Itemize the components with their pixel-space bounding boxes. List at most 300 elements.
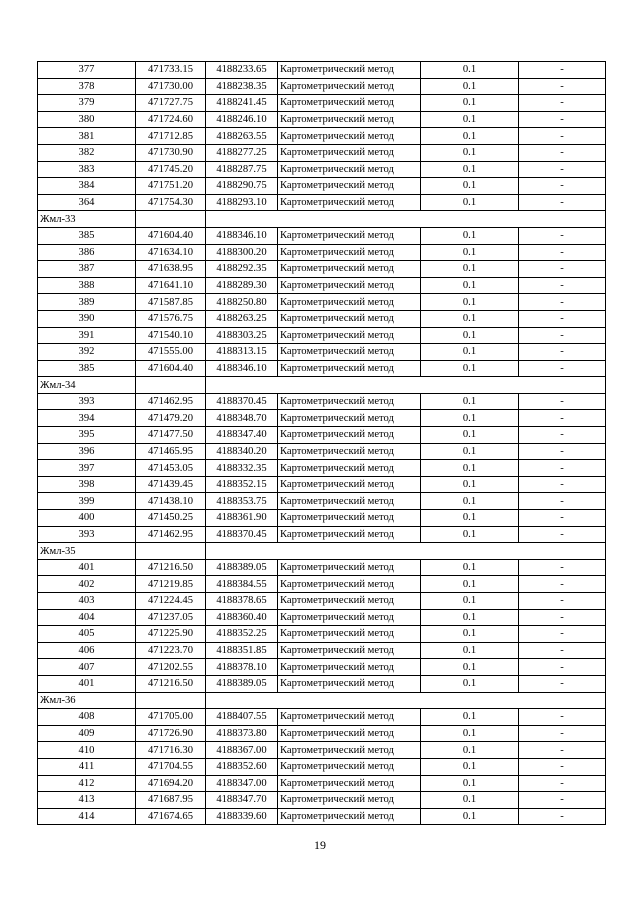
accuracy-cell: 0.1 (421, 144, 519, 161)
table-row (38, 161, 606, 178)
method-cell: Картометрический метод (278, 476, 421, 493)
point-number-cell: 389 (38, 294, 136, 311)
y-coordinate-cell: 4188370.45 (206, 526, 278, 543)
method-cell: Картометрический метод (278, 227, 421, 244)
table-row (38, 808, 606, 825)
table-row (38, 609, 606, 626)
point-number-cell: 379 (38, 95, 136, 112)
contour-label-row (38, 692, 606, 709)
note-cell: - (519, 227, 606, 244)
accuracy-cell: 0.1 (421, 410, 519, 427)
x-coordinate-cell: 471674.65 (136, 808, 206, 825)
accuracy-cell: 0.1 (421, 443, 519, 460)
x-coordinate-cell: 471638.95 (136, 261, 206, 278)
x-coordinate-cell: 471237.05 (136, 609, 206, 626)
y-coordinate-cell: 4188352.25 (206, 626, 278, 643)
y-coordinate-cell: 4188370.45 (206, 393, 278, 410)
table-row (38, 593, 606, 610)
contour-label-cell: Жмл-34 (38, 377, 136, 394)
method-cell: Картометрический метод (278, 78, 421, 95)
point-number-cell: 412 (38, 775, 136, 792)
x-coordinate-cell: 471641.10 (136, 277, 206, 294)
table-row (38, 675, 606, 692)
note-cell: - (519, 144, 606, 161)
table-row (38, 144, 606, 161)
table-row (38, 261, 606, 278)
point-number-cell: 405 (38, 626, 136, 643)
method-cell: Картометрический метод (278, 194, 421, 211)
point-number-cell: 406 (38, 642, 136, 659)
table-row (38, 758, 606, 775)
y-coordinate-cell: 4188361.90 (206, 510, 278, 527)
table-row (38, 460, 606, 477)
x-coordinate-cell: 471438.10 (136, 493, 206, 510)
x-coordinate-cell: 471751.20 (136, 178, 206, 195)
accuracy-cell: 0.1 (421, 709, 519, 726)
table-row (38, 78, 606, 95)
method-cell: Картометрический метод (278, 294, 421, 311)
table-row (38, 244, 606, 261)
note-cell: - (519, 642, 606, 659)
point-number-cell: 384 (38, 178, 136, 195)
x-coordinate-cell: 471730.00 (136, 78, 206, 95)
y-coordinate-cell: 4188352.15 (206, 476, 278, 493)
table-row (38, 510, 606, 527)
y-coordinate-cell: 4188238.35 (206, 78, 278, 95)
x-coordinate-cell: 471754.30 (136, 194, 206, 211)
accuracy-cell: 0.1 (421, 642, 519, 659)
x-coordinate-cell: 471479.20 (136, 410, 206, 427)
x-coordinate-cell: 471712.85 (136, 128, 206, 145)
x-coordinate-cell: 471733.15 (136, 62, 206, 79)
accuracy-cell: 0.1 (421, 178, 519, 195)
note-cell: - (519, 194, 606, 211)
point-number-cell: 414 (38, 808, 136, 825)
point-number-cell: 393 (38, 526, 136, 543)
method-cell: Картометрический метод (278, 609, 421, 626)
table-row (38, 410, 606, 427)
method-cell: Картометрический метод (278, 559, 421, 576)
point-number-cell: 364 (38, 194, 136, 211)
y-coordinate-cell: 4188378.10 (206, 659, 278, 676)
note-cell: - (519, 808, 606, 825)
accuracy-cell: 0.1 (421, 161, 519, 178)
y-coordinate-cell: 4188351.85 (206, 642, 278, 659)
method-cell: Картометрический метод (278, 510, 421, 527)
contour-label-cell: Жмл-35 (38, 543, 136, 560)
empty-cell (206, 692, 606, 709)
accuracy-cell: 0.1 (421, 775, 519, 792)
accuracy-cell: 0.1 (421, 609, 519, 626)
x-coordinate-cell: 471453.05 (136, 460, 206, 477)
x-coordinate-cell: 471477.50 (136, 427, 206, 444)
point-number-cell: 391 (38, 327, 136, 344)
point-number-cell: 390 (38, 310, 136, 327)
table-row (38, 775, 606, 792)
point-number-cell: 394 (38, 410, 136, 427)
note-cell: - (519, 393, 606, 410)
empty-cell (136, 211, 206, 228)
x-coordinate-cell: 471604.40 (136, 360, 206, 377)
table-row (38, 642, 606, 659)
accuracy-cell: 0.1 (421, 310, 519, 327)
accuracy-cell: 0.1 (421, 460, 519, 477)
x-coordinate-cell: 471219.85 (136, 576, 206, 593)
note-cell: - (519, 609, 606, 626)
note-cell: - (519, 476, 606, 493)
note-cell: - (519, 427, 606, 444)
method-cell: Картометрический метод (278, 277, 421, 294)
y-coordinate-cell: 4188347.40 (206, 427, 278, 444)
accuracy-cell: 0.1 (421, 526, 519, 543)
point-number-cell: 387 (38, 261, 136, 278)
table-row (38, 725, 606, 742)
point-number-cell: 411 (38, 758, 136, 775)
y-coordinate-cell: 4188287.75 (206, 161, 278, 178)
table-row (38, 427, 606, 444)
note-cell: - (519, 559, 606, 576)
point-number-cell: 380 (38, 111, 136, 128)
method-cell: Картометрический метод (278, 360, 421, 377)
x-coordinate-cell: 471724.60 (136, 111, 206, 128)
accuracy-cell: 0.1 (421, 476, 519, 493)
method-cell: Картометрический метод (278, 460, 421, 477)
point-number-cell: 408 (38, 709, 136, 726)
note-cell: - (519, 78, 606, 95)
y-coordinate-cell: 4188389.05 (206, 559, 278, 576)
method-cell: Картометрический метод (278, 144, 421, 161)
accuracy-cell: 0.1 (421, 194, 519, 211)
note-cell: - (519, 460, 606, 477)
note-cell: - (519, 576, 606, 593)
x-coordinate-cell: 471745.20 (136, 161, 206, 178)
method-cell: Картометрический метод (278, 675, 421, 692)
point-number-cell: 388 (38, 277, 136, 294)
x-coordinate-cell: 471439.45 (136, 476, 206, 493)
accuracy-cell: 0.1 (421, 393, 519, 410)
method-cell: Картометрический метод (278, 758, 421, 775)
y-coordinate-cell: 4188407.55 (206, 709, 278, 726)
table-row (38, 111, 606, 128)
y-coordinate-cell: 4188241.45 (206, 95, 278, 112)
table-row (38, 576, 606, 593)
method-cell: Картометрический метод (278, 526, 421, 543)
empty-cell (136, 377, 206, 394)
note-cell: - (519, 261, 606, 278)
table-row (38, 493, 606, 510)
y-coordinate-cell: 4188348.70 (206, 410, 278, 427)
table-row (38, 194, 606, 211)
method-cell: Картометрический метод (278, 593, 421, 610)
y-coordinate-cell: 4188233.65 (206, 62, 278, 79)
accuracy-cell: 0.1 (421, 78, 519, 95)
point-number-cell: 398 (38, 476, 136, 493)
point-number-cell: 377 (38, 62, 136, 79)
point-number-cell: 395 (38, 427, 136, 444)
point-number-cell: 378 (38, 78, 136, 95)
table-row (38, 277, 606, 294)
contour-label-row (38, 377, 606, 394)
x-coordinate-cell: 471704.55 (136, 758, 206, 775)
accuracy-cell: 0.1 (421, 576, 519, 593)
note-cell: - (519, 792, 606, 809)
accuracy-cell: 0.1 (421, 510, 519, 527)
method-cell: Картометрический метод (278, 244, 421, 261)
table-row (38, 360, 606, 377)
note-cell: - (519, 626, 606, 643)
note-cell: - (519, 725, 606, 742)
x-coordinate-cell: 471462.95 (136, 393, 206, 410)
empty-cell (136, 543, 206, 560)
y-coordinate-cell: 4188378.65 (206, 593, 278, 610)
method-cell: Картометрический метод (278, 576, 421, 593)
method-cell: Картометрический метод (278, 493, 421, 510)
y-coordinate-cell: 4188346.10 (206, 227, 278, 244)
y-coordinate-cell: 4188367.00 (206, 742, 278, 759)
table-row (38, 792, 606, 809)
point-number-cell: 382 (38, 144, 136, 161)
y-coordinate-cell: 4188300.20 (206, 244, 278, 261)
x-coordinate-cell: 471450.25 (136, 510, 206, 527)
note-cell: - (519, 128, 606, 145)
y-coordinate-cell: 4188352.60 (206, 758, 278, 775)
accuracy-cell: 0.1 (421, 360, 519, 377)
note-cell: - (519, 62, 606, 79)
x-coordinate-cell: 471223.70 (136, 642, 206, 659)
point-number-cell: 402 (38, 576, 136, 593)
x-coordinate-cell: 471634.10 (136, 244, 206, 261)
contour-label-cell: Жмл-36 (38, 692, 136, 709)
method-cell: Картометрический метод (278, 393, 421, 410)
y-coordinate-cell: 4188360.40 (206, 609, 278, 626)
y-coordinate-cell: 4188353.75 (206, 493, 278, 510)
method-cell: Картометрический метод (278, 410, 421, 427)
y-coordinate-cell: 4188277.25 (206, 144, 278, 161)
y-coordinate-cell: 4188384.55 (206, 576, 278, 593)
note-cell: - (519, 410, 606, 427)
method-cell: Картометрический метод (278, 725, 421, 742)
table-row (38, 526, 606, 543)
note-cell: - (519, 742, 606, 759)
y-coordinate-cell: 4188289.30 (206, 277, 278, 294)
x-coordinate-cell: 471224.45 (136, 593, 206, 610)
table-row (38, 626, 606, 643)
empty-cell (206, 211, 606, 228)
note-cell: - (519, 244, 606, 261)
accuracy-cell: 0.1 (421, 742, 519, 759)
y-coordinate-cell: 4188373.80 (206, 725, 278, 742)
x-coordinate-cell: 471462.95 (136, 526, 206, 543)
note-cell: - (519, 709, 606, 726)
method-cell: Картометрический метод (278, 626, 421, 643)
table-row (38, 227, 606, 244)
point-number-cell: 393 (38, 393, 136, 410)
accuracy-cell: 0.1 (421, 327, 519, 344)
accuracy-cell: 0.1 (421, 344, 519, 361)
table-row (38, 344, 606, 361)
x-coordinate-cell: 471705.00 (136, 709, 206, 726)
x-coordinate-cell: 471730.90 (136, 144, 206, 161)
method-cell: Картометрический метод (278, 709, 421, 726)
note-cell: - (519, 526, 606, 543)
method-cell: Картометрический метод (278, 95, 421, 112)
table-row (38, 742, 606, 759)
method-cell: Картометрический метод (278, 111, 421, 128)
accuracy-cell: 0.1 (421, 559, 519, 576)
table-row (38, 659, 606, 676)
y-coordinate-cell: 4188340.20 (206, 443, 278, 460)
note-cell: - (519, 360, 606, 377)
y-coordinate-cell: 4188313.15 (206, 344, 278, 361)
note-cell: - (519, 510, 606, 527)
point-number-cell: 404 (38, 609, 136, 626)
table-row (38, 393, 606, 410)
y-coordinate-cell: 4188346.10 (206, 360, 278, 377)
x-coordinate-cell: 471465.95 (136, 443, 206, 460)
point-number-cell: 383 (38, 161, 136, 178)
table-row (38, 310, 606, 327)
x-coordinate-cell: 471202.55 (136, 659, 206, 676)
x-coordinate-cell: 471726.90 (136, 725, 206, 742)
point-number-cell: 396 (38, 443, 136, 460)
method-cell: Картометрический метод (278, 443, 421, 460)
accuracy-cell: 0.1 (421, 95, 519, 112)
method-cell: Картометрический метод (278, 327, 421, 344)
note-cell: - (519, 659, 606, 676)
point-number-cell: 410 (38, 742, 136, 759)
point-number-cell: 409 (38, 725, 136, 742)
x-coordinate-cell: 471587.85 (136, 294, 206, 311)
table-row (38, 294, 606, 311)
method-cell: Картометрический метод (278, 808, 421, 825)
y-coordinate-cell: 4188389.05 (206, 675, 278, 692)
accuracy-cell: 0.1 (421, 808, 519, 825)
y-coordinate-cell: 4188246.10 (206, 111, 278, 128)
x-coordinate-cell: 471727.75 (136, 95, 206, 112)
y-coordinate-cell: 4188347.00 (206, 775, 278, 792)
empty-cell (136, 692, 206, 709)
accuracy-cell: 0.1 (421, 758, 519, 775)
table-row (38, 443, 606, 460)
table-row (38, 178, 606, 195)
note-cell: - (519, 310, 606, 327)
method-cell: Картометрический метод (278, 642, 421, 659)
x-coordinate-cell: 471540.10 (136, 327, 206, 344)
point-number-cell: 392 (38, 344, 136, 361)
y-coordinate-cell: 4188339.60 (206, 808, 278, 825)
accuracy-cell: 0.1 (421, 593, 519, 610)
y-coordinate-cell: 4188332.35 (206, 460, 278, 477)
contour-label-row (38, 543, 606, 560)
accuracy-cell: 0.1 (421, 227, 519, 244)
x-coordinate-cell: 471576.75 (136, 310, 206, 327)
note-cell: - (519, 95, 606, 112)
coordinates-table (37, 61, 606, 825)
accuracy-cell: 0.1 (421, 128, 519, 145)
note-cell: - (519, 443, 606, 460)
accuracy-cell: 0.1 (421, 792, 519, 809)
point-number-cell: 401 (38, 675, 136, 692)
method-cell: Картометрический метод (278, 775, 421, 792)
point-number-cell: 397 (38, 460, 136, 477)
x-coordinate-cell: 471716.30 (136, 742, 206, 759)
method-cell: Картометрический метод (278, 310, 421, 327)
point-number-cell: 407 (38, 659, 136, 676)
note-cell: - (519, 758, 606, 775)
note-cell: - (519, 327, 606, 344)
method-cell: Картометрический метод (278, 792, 421, 809)
accuracy-cell: 0.1 (421, 277, 519, 294)
method-cell: Картометрический метод (278, 62, 421, 79)
note-cell: - (519, 593, 606, 610)
accuracy-cell: 0.1 (421, 244, 519, 261)
method-cell: Картометрический метод (278, 344, 421, 361)
empty-cell (206, 377, 606, 394)
method-cell: Картометрический метод (278, 427, 421, 444)
x-coordinate-cell: 471225.90 (136, 626, 206, 643)
accuracy-cell: 0.1 (421, 111, 519, 128)
point-number-cell: 385 (38, 227, 136, 244)
y-coordinate-cell: 4188292.35 (206, 261, 278, 278)
accuracy-cell: 0.1 (421, 626, 519, 643)
note-cell: - (519, 161, 606, 178)
point-number-cell: 385 (38, 360, 136, 377)
x-coordinate-cell: 471694.20 (136, 775, 206, 792)
point-number-cell: 386 (38, 244, 136, 261)
point-number-cell: 403 (38, 593, 136, 610)
point-number-cell: 381 (38, 128, 136, 145)
note-cell: - (519, 111, 606, 128)
table-row (38, 62, 606, 79)
accuracy-cell: 0.1 (421, 493, 519, 510)
x-coordinate-cell: 471687.95 (136, 792, 206, 809)
contour-label-cell: Жмл-33 (38, 211, 136, 228)
page-number: 19 (314, 838, 326, 852)
table-row (38, 559, 606, 576)
y-coordinate-cell: 4188290.75 (206, 178, 278, 195)
table-row (38, 709, 606, 726)
empty-cell (206, 543, 606, 560)
note-cell: - (519, 344, 606, 361)
method-cell: Картометрический метод (278, 128, 421, 145)
accuracy-cell: 0.1 (421, 294, 519, 311)
note-cell: - (519, 675, 606, 692)
accuracy-cell: 0.1 (421, 62, 519, 79)
y-coordinate-cell: 4188263.55 (206, 128, 278, 145)
contour-label-row (38, 211, 606, 228)
y-coordinate-cell: 4188250.80 (206, 294, 278, 311)
method-cell: Картометрический метод (278, 659, 421, 676)
y-coordinate-cell: 4188303.25 (206, 327, 278, 344)
accuracy-cell: 0.1 (421, 725, 519, 742)
coordinates-table-body (38, 62, 606, 825)
y-coordinate-cell: 4188347.70 (206, 792, 278, 809)
note-cell: - (519, 277, 606, 294)
note-cell: - (519, 493, 606, 510)
note-cell: - (519, 294, 606, 311)
accuracy-cell: 0.1 (421, 675, 519, 692)
point-number-cell: 400 (38, 510, 136, 527)
table-row (38, 327, 606, 344)
x-coordinate-cell: 471216.50 (136, 675, 206, 692)
x-coordinate-cell: 471555.00 (136, 344, 206, 361)
accuracy-cell: 0.1 (421, 261, 519, 278)
point-number-cell: 401 (38, 559, 136, 576)
note-cell: - (519, 178, 606, 195)
y-coordinate-cell: 4188293.10 (206, 194, 278, 211)
method-cell: Картометрический метод (278, 742, 421, 759)
accuracy-cell: 0.1 (421, 659, 519, 676)
